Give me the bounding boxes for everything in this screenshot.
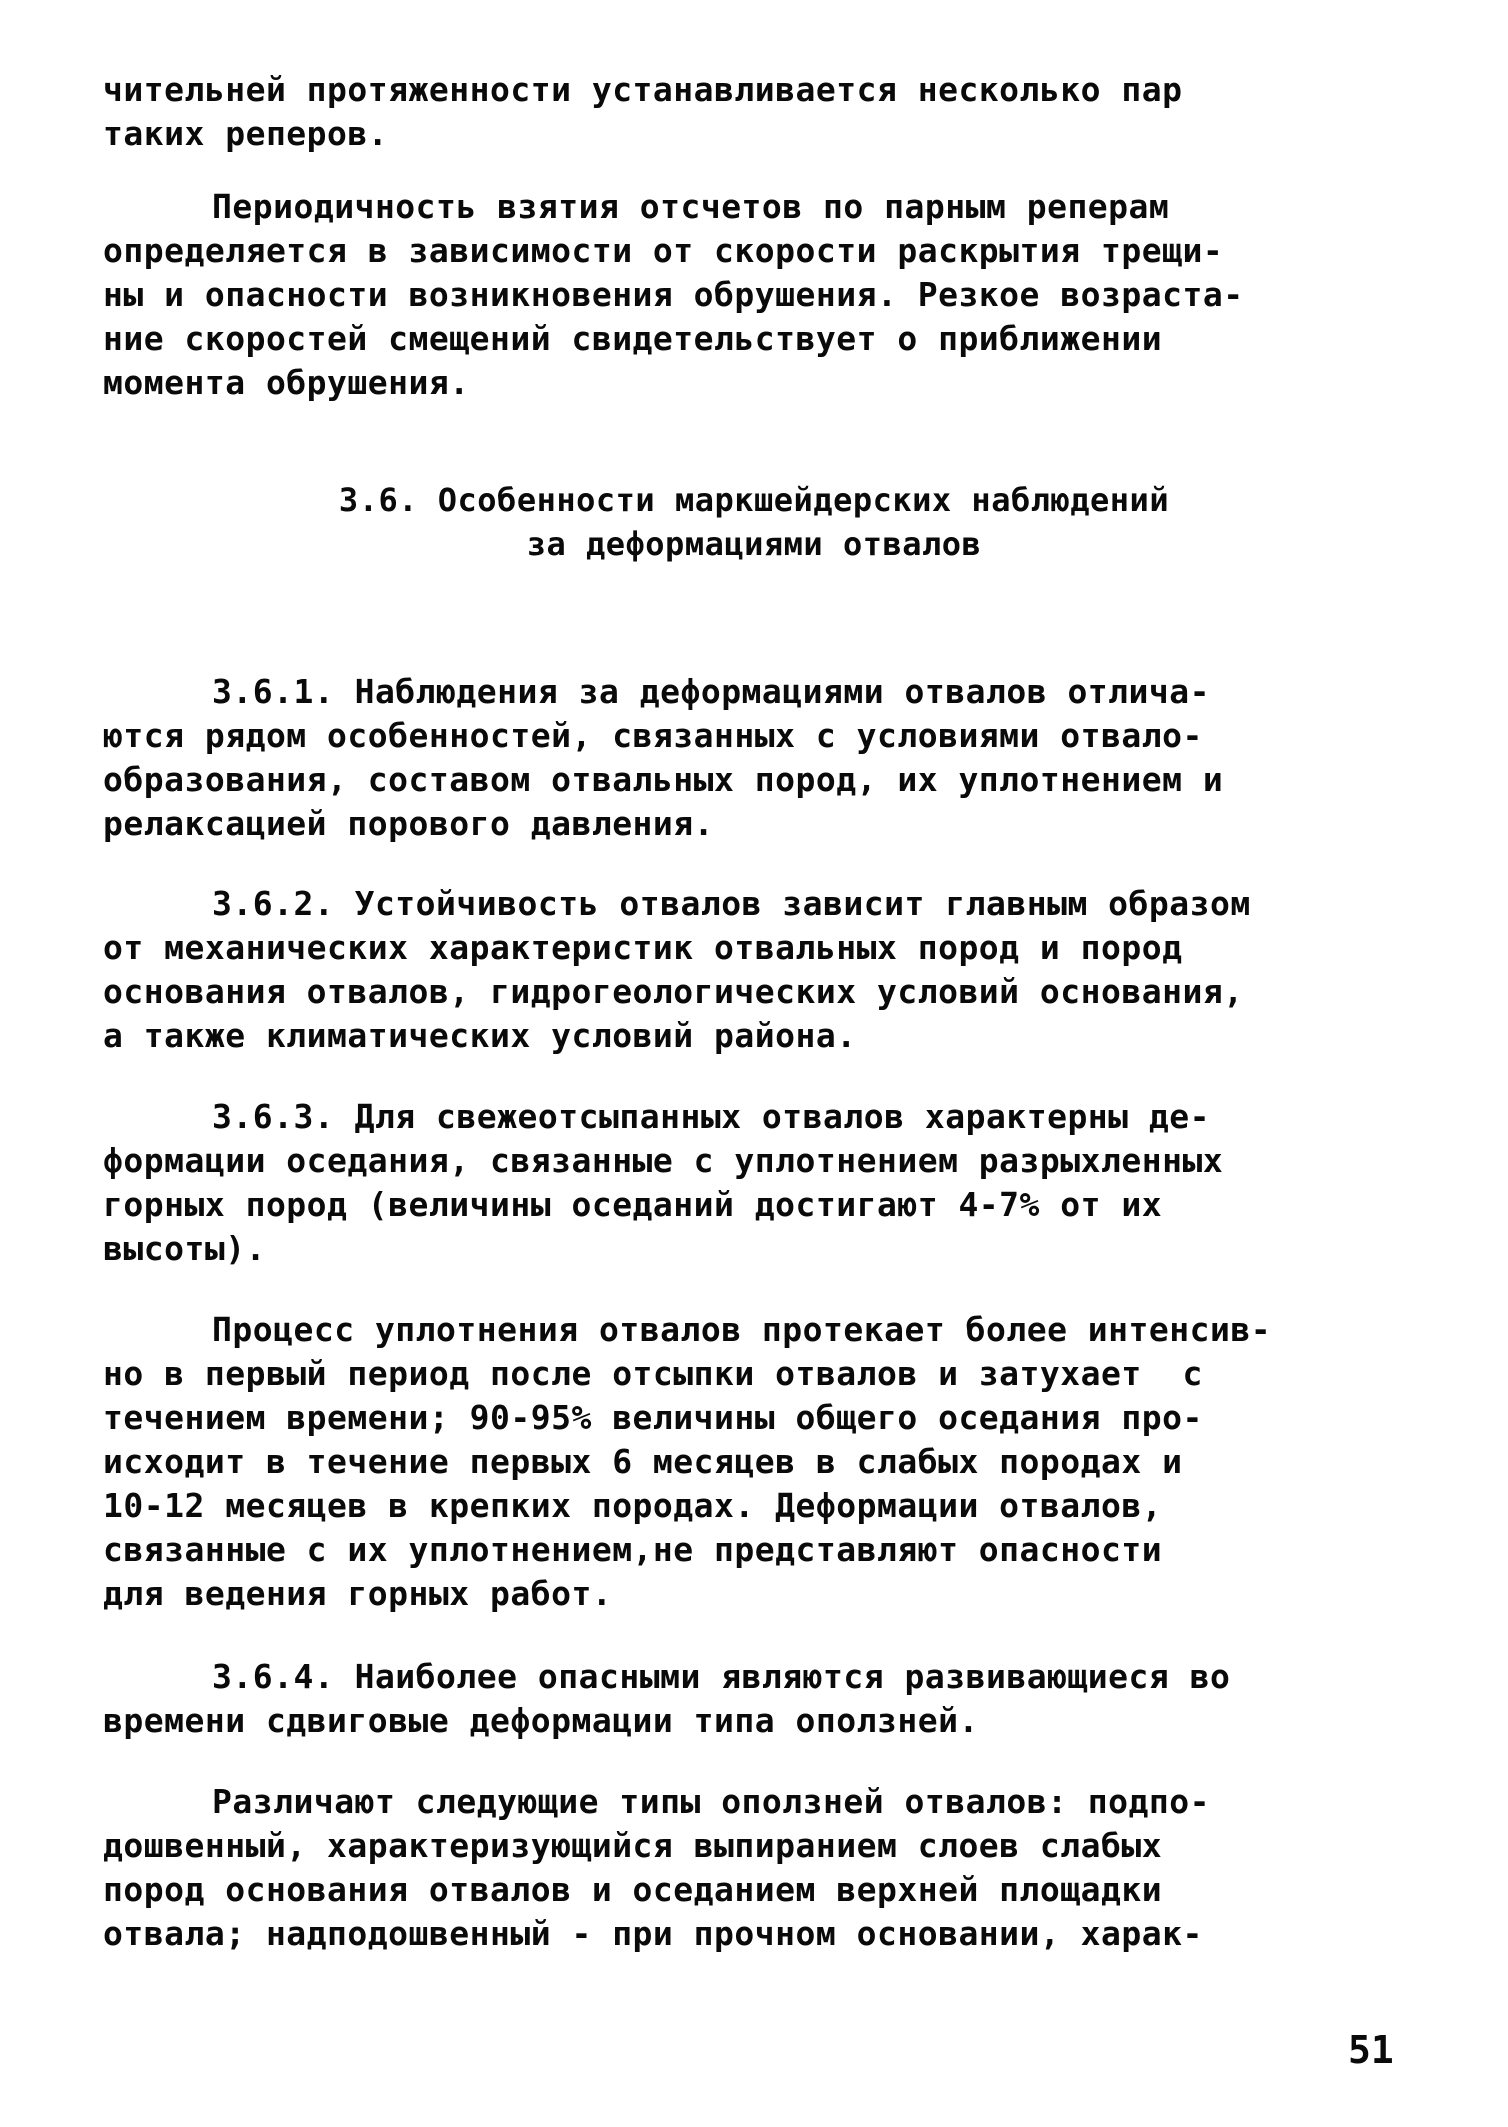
text-line: горных пород (величины оседаний достигают 4-7% от их [103,1185,1163,1224]
text-line: 3.6.3. Для свежеотсыпанных отвалов характерны де- [212,1097,1211,1136]
text-line: определяется в зависимости от скорости раскрытия трещи- [103,231,1224,270]
text-line: момента обрушения. [103,363,470,402]
heading-line: за деформациями отвалов [526,525,982,563]
text-line: высоты). [103,1229,266,1268]
text-line: ны и опасности возникновения обрушения. Резкое возраста- [103,275,1244,314]
text-line: исходит в течение первых 6 месяцев в слабых породах и [103,1442,1183,1481]
text-line: Различают следующие типы оползней отвалов: подпо- [212,1782,1211,1821]
text-line: образования, составом отвальных пород, их уплотнением и [103,760,1224,799]
text-line: чительней протяженности устанавливается несколько пар [103,70,1183,109]
text-line: ются рядом особенностей, связанных с условиями отвало- [103,716,1203,755]
text-line: для ведения горных работ. [103,1574,613,1613]
heading-line: 3.6. Особенности маркшейдерских наблюдений [338,481,1170,519]
text-line: Периодичность взятия отсчетов по парным реперам [212,187,1170,226]
text-line: времени сдвиговые деформации типа оползней. [103,1701,979,1740]
text-line: Процесс уплотнения отвалов протекает более интенсив- [212,1310,1272,1349]
text-line: отвала; надподошвенный - при прочном основании, харак- [103,1914,1203,1953]
text-line: релаксацией порового давления. [103,804,715,843]
text-line: основания отвалов, гидрогеологических условий основания, [103,972,1244,1011]
text-line: 3.6.1. Наблюдения за деформациями отвалов отлича- [212,672,1211,711]
text-line: а также климатических условий района. [103,1016,857,1055]
page-number: 51 [1348,2028,1394,2072]
text-line: от механических характеристик отвальных пород и пород [103,928,1183,967]
text-line: дошвенный, характеризующийся выпиранием слоев слабых [103,1826,1163,1865]
text-line: 3.6.4. Наиболее опасными являются развивающиеся во [212,1657,1231,1696]
text-line: пород основания отвалов и оседанием верхней площадки [103,1870,1163,1909]
text-line: таких реперов. [103,114,389,153]
text-line: течением времени; 90-95% величины общего оседания про- [103,1398,1203,1437]
text-line: формации оседания, связанные с уплотнением разрыхленных [103,1141,1224,1180]
text-line: 10-12 месяцев в крепких породах. Деформации отвалов, [103,1486,1163,1525]
text-line: но в первый период после отсыпки отвалов и затухает с [103,1354,1203,1393]
text-line: 3.6.2. Устойчивость отвалов зависит главным образом [212,884,1251,923]
text-line: ние скоростей смещений свидетельствует о приближении [103,319,1163,358]
text-line: связанные с их уплотнением,не представляют опасности [103,1530,1163,1569]
